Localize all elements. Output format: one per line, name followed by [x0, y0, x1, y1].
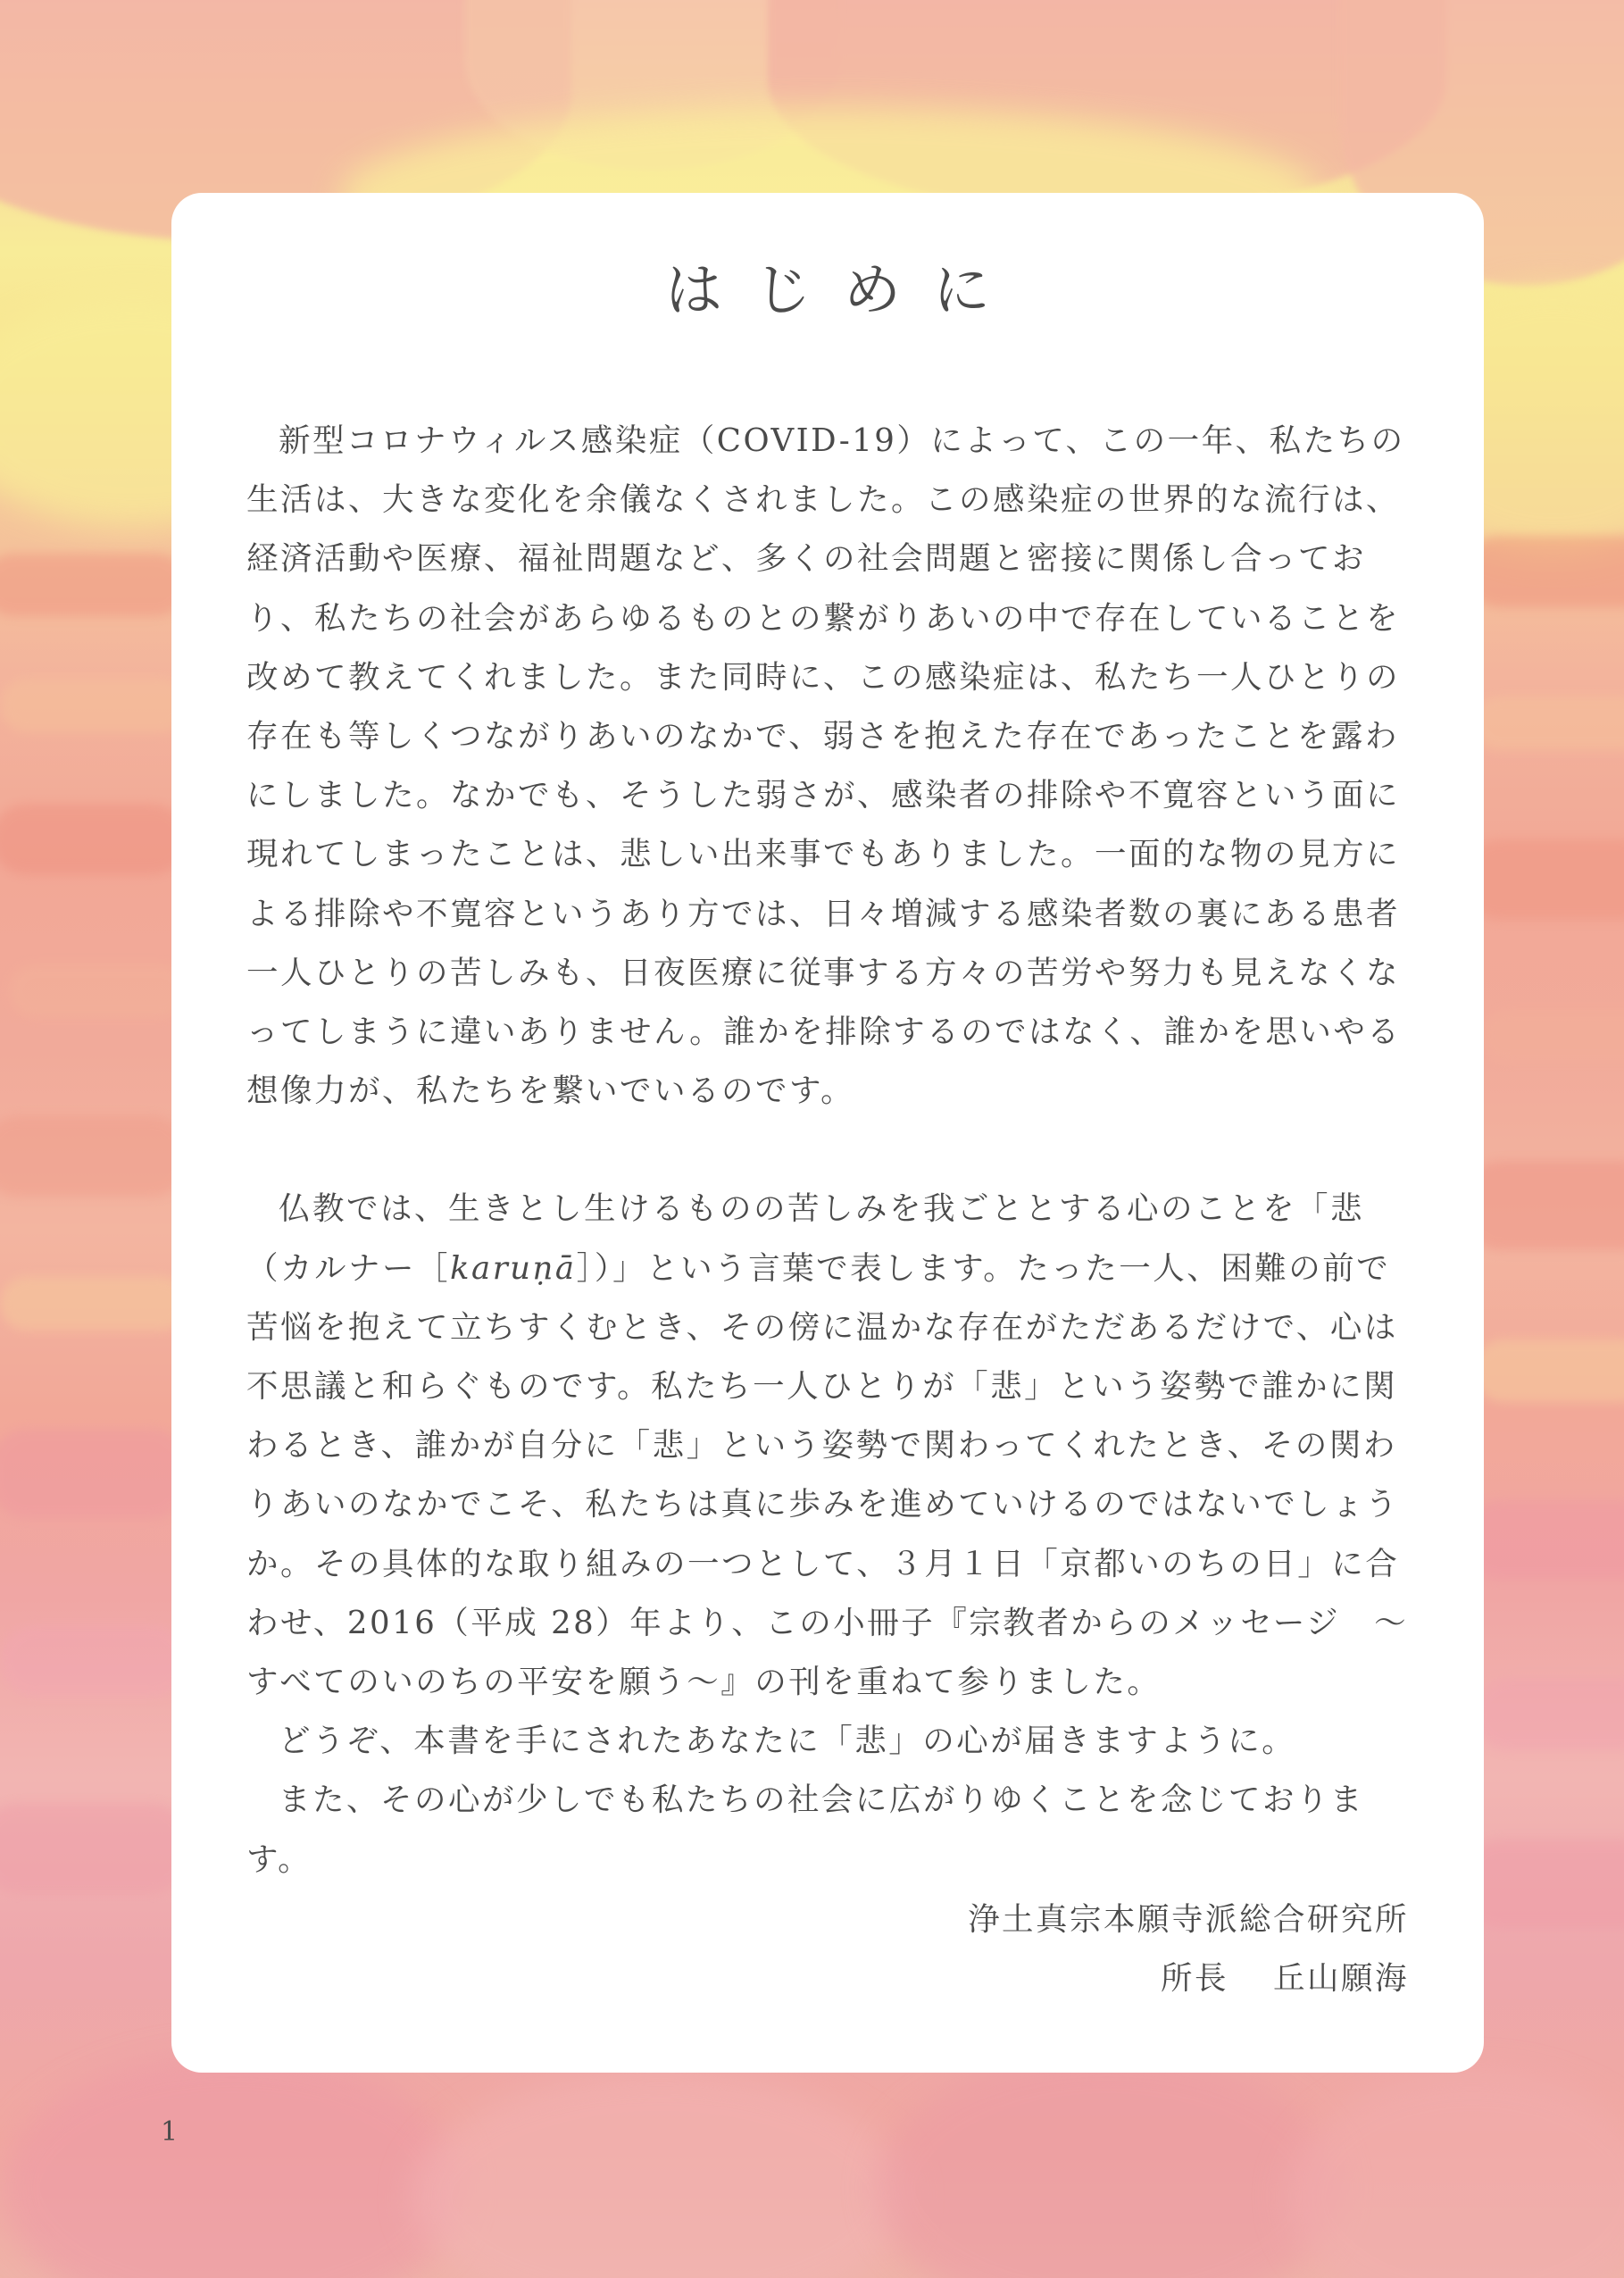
paragraph-3-text: どうぞ、本書を手にされたあなたに「悲」の心が届きますように。	[279, 1723, 1296, 1760]
page-number: 1	[161, 2116, 179, 2148]
paragraph-3	[246, 1712, 1409, 1771]
content-card	[171, 193, 1484, 2073]
paragraph-1-text: 新型コロナウィルス感染症（COVID-19）によって、この一年、私たちの生活は、大きな変化を余儀なくされました。この感染症の世界的な流行は、経済活動や医療、福祉問題など、多くの社会問題と密接に関係し合っており、私たちの社会があらゆるものとの繋がりあいの中で存在していることを改めて教えてくれました。また同時に、この感染症は、私たち一人ひとりの存在も等しくつながりあいのなかで、弱さを抱えた存在であったことを露わにしました。なかでも、そうした弱さが、感染者の排除や不寛容という面に現れてしまったことは、悲しい出来事でもありました。一面的な物の見方による排除や不寛容というあり方では、日々増減する感染者数の裏にある患者一人ひとりの苦しみも、日夜医療に従事する方々の苦労や努力も見えなくなってしまうに違いありません。誰かを排除するのではなく、誰かを思いやる想像力が、私たちを繋いでいるのです。	[246, 422, 1405, 1110]
signature-name-line	[1160, 1960, 1409, 1997]
paragraph-4-text: また、その心が少しでも私たちの社会に広がりゆくことを念じております。	[246, 1782, 1365, 1878]
paragraph-1	[246, 412, 1409, 1121]
paragraph-2-text-b: ］）」という言葉で表します。たった一人、困難の前で苦悩を抱えて立ちすくむとき、その傍に温かな存在がただあるだけで、心は不思議と和らぐものです。私たち一人ひとりが「悲」という姿勢で誰かに関わるとき、誰かが自分に「悲」という姿勢で関わってくれたとき、その関わりあいのなかでこそ、私たちは真に歩みを進めていけるのではないでしょうか。その具体的な取り組みの一つとして、３月１日「京都いのちの日」に合わせ、2016（平成 28）年より、この小冊子『宗教者からのメッセージ ～すべてのいのちの平安を願う～』の刊を重ねて参りました。	[246, 1249, 1409, 1701]
karuna-term: karuṇā	[450, 1249, 577, 1287]
paragraph-4	[246, 1771, 1409, 1889]
signature-role: 所長	[1160, 1960, 1228, 1997]
signature-organization: 浄土真宗本願寺派総合研究所	[967, 1901, 1409, 1938]
paragraph-2-text-a: 仏教では、生きとし生けるものの苦しみを我ごととする心のことを「悲（カルナー［	[246, 1190, 1365, 1287]
page-title: はじめに	[665, 258, 1022, 324]
body-text	[246, 412, 1409, 1890]
paragraph-2	[246, 1180, 1409, 1712]
signature-name: 丘山願海	[1272, 1960, 1409, 1997]
